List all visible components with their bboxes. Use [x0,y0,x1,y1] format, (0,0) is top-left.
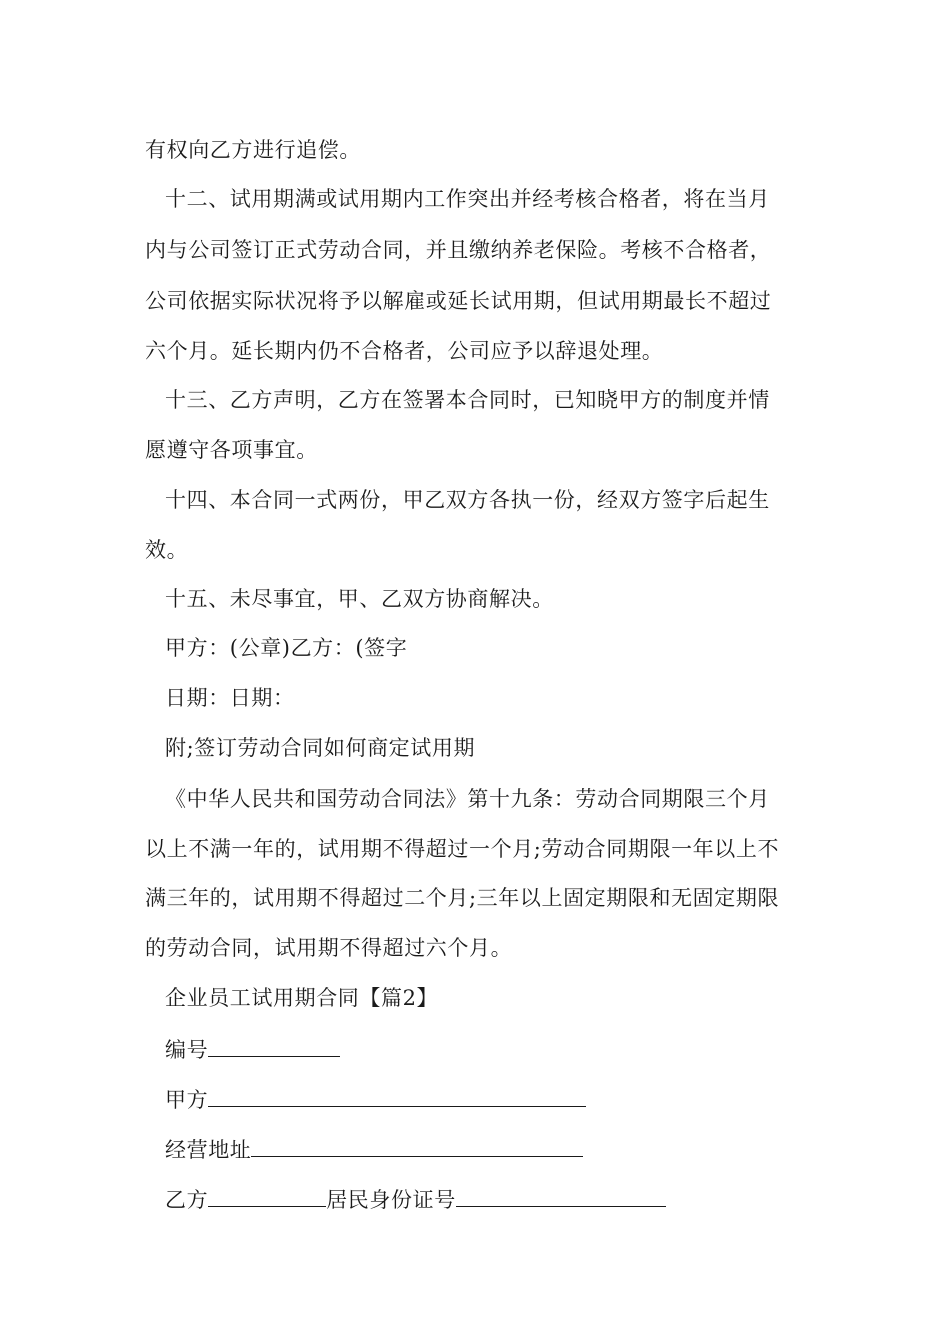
paragraph-line: 公司依据实际状况将予以解雇或延长试用期，但试用期最长不超过 [145,289,772,313]
party-a-blank [208,1084,586,1107]
id-label: 居民身份证号 [326,1188,456,1212]
number-blank [208,1034,340,1057]
section-heading: 企业员工试用期合同【篇2】 [165,986,439,1010]
paragraph-line: 内与公司签订正式劳动合同，并且缴纳养老保险。考核不合格者， [145,238,772,262]
paragraph-line: 的劳动合同，试用期不得超过六个月。 [145,936,513,960]
paragraph-line: 六个月。延长期内仍不合格者，公司应予以辞退处理。 [145,339,664,363]
law-quote-line: 《中华人民共和国劳动合同法》第十九条：劳动合同期限三个月 [165,787,770,811]
paragraph-line: 效。 [145,538,189,562]
party-b-label: 乙方 [165,1188,209,1212]
party-a-field-row [165,1084,830,1114]
number-field-row [165,1034,830,1064]
signature-line: 甲方：(公章)乙方：(签字 [165,636,408,660]
party-b-blank [208,1184,326,1207]
appendix-title: 附;签订劳动合同如何商定试用期 [165,736,476,760]
address-blank [251,1134,583,1157]
paragraph-line: 以上不满一年的，试用期不得超过一个月;劳动合同期限一年以上不 [145,837,780,861]
clause-13-line: 十三、乙方声明，乙方在签署本合同时，已知晓甲方的制度并情 [165,388,770,412]
clause-14-line: 十四、本合同一式两份，甲乙双方各执一份，经双方签字后起生 [165,488,770,512]
paragraph-line: 满三年的，试用期不得超过二个月;三年以上固定期限和无固定期限 [145,886,780,910]
address-label: 经营地址 [165,1138,252,1162]
clause-15-line: 十五、未尽事宜，甲、乙双方协商解决。 [165,587,554,611]
number-label: 编号 [165,1038,209,1062]
paragraph-line: 有权向乙方进行追偿。 [145,138,361,162]
address-field-row [165,1134,830,1164]
party-a-label: 甲方 [165,1088,209,1112]
id-blank [456,1184,666,1207]
clause-12-line: 十二、试用期满或试用期内工作突出并经考核合格者，将在当月 [165,187,770,211]
party-b-field-row [165,1184,830,1214]
paragraph-line: 愿遵守各项事宜。 [145,438,318,462]
date-line: 日期：日期： [165,686,295,710]
